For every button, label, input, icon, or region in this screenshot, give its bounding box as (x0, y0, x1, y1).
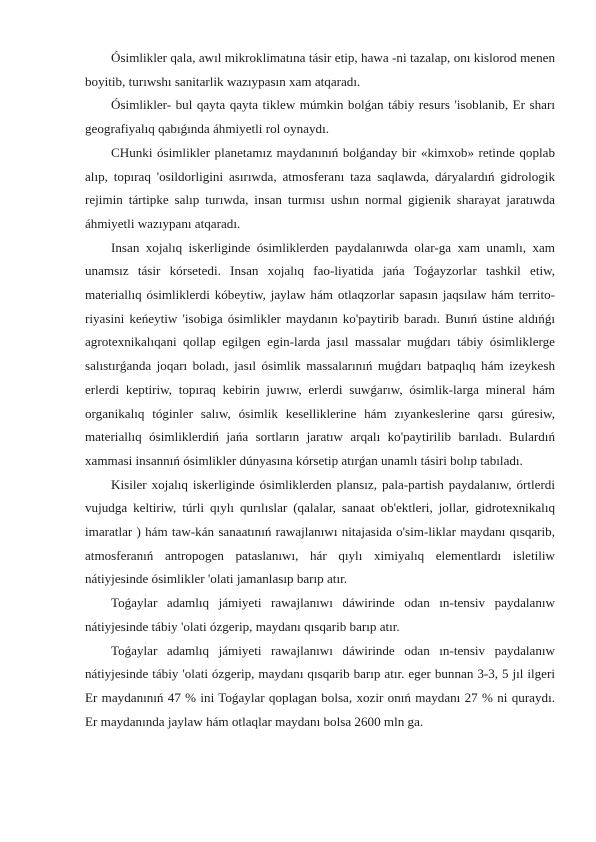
paragraph-1: Ósimlikler qala, awıl mikroklimatına tásir etip, hawa -ni tazalap, onı kislorod menen boyitib, turıwshı sanitarlik wazıypasın xam atqaradı. (85, 50, 555, 89)
paragraph-4: Insan xojalıq iskerliginde ósimliklerden paydalanıwda olar-ga xam unamlı, xam unamsız tásir kórsetedi. Insan xojalıq fao-liyatida jańa Toǵayzorlar tashkil etiw, materiallıq ósimliklerdi kóbeytiw, jaylaw hám otlaqzorlar sapasın jaqsılaw hám territo-riyasini keńeytiw 'isobiga ósimlikler maydanın ko'paytirib baradı. Bunıń ústine aldıńǵı agrotexnikalıqani qollap egilgen egin-larda jasıl massalar muǵdarı tábiy ósimliklerge salıstırǵanda joqarı boladı, jasıl ósimlik massalarınıń muǵdarı batpaqlıq hám izeykesh erlerdi keptiriw, topıraq kebirin juwıw, erlerdi suwǵarıw, ósimlik-larga mineral hám organikalıq tóginler salıw, ósimlik keselliklerine hám zıyankeslerine qarsı gúresiw, materiallıq ósimliklerdiń jańa sortların jaratıw arqalı ko'paytirilib barıladı. Bulardıń xammasi insannıń ósimlikler dúnyasına kórsetip atırǵan unamlı tásiri bolıp tabıladı. (85, 239, 555, 468)
paragraph-3: CHunki ósimlikler planetamız maydanınıń bolǵanday bir «kimxob» retinde qoplab alıp, topıraq 'osildorligini asırıwda, atmosferanı taza saqlawda, dáryalardıń gidrologik rejimin tártipke salıp turıwda, insan turmısı ushın normal gigienik sharayat jaratıwda áhmiyetli wazıypanı atqaradı. (85, 144, 555, 231)
document-page (85, 46, 555, 733)
paragraph-7: Toǵaylar adamlıq jámiyeti rawajlanıwı dáwirinde odan ın-tensiv paydalanıw nátiyjesinde tábiy 'olati ózgerip, maydanı qısqarib barıp atır. eger bunnan 3-3, 5 jıl ilgeri Er maydanınıń 47 % ini Toǵaylar qoplagan bolsa, xozir onıń maydanı 27 % ni quraydı. Er maydanında jaylaw hám otlaqlar maydanı bolsa 2600 mln ga. (85, 642, 555, 729)
paragraph-2: Ósimlikler- bul qayta qayta tiklew múmkin bolǵan tábiy resurs 'isoblanib, Er sharı geografiyalıq qabıǵında áhmiyetli rol oynaydı. (85, 97, 555, 137)
paragraph-6: Toǵaylar adamlıq jámiyeti rawajlanıwı dáwirinde odan ın-tensiv paydalanıw nátiyjesinde tábiy 'olati ózgerip, maydanı qısqarib barıp atır. (85, 595, 555, 634)
paragraph-5: Kisiler xojalıq iskerliginde ósimliklerden plansız, pala-partish paydalanıw, órtlerdi vujudga keltiriw, túrli qıylı qurılıslar (qalalar, sanaat ob'ektleri, jollar, gidrotexnikalıq imaratlar ) hám taw-kán sanaatınıń rawajlanıwı nitajasida o'sim-liklar maydanı qısqarib, atmosferanıń antropogen pataslanıwı, hár qıylı ximiyalıq elementlardı isletiliw nátiyjesinde ósimlikler 'olati jamanlasıp barıp atır. (85, 476, 555, 587)
